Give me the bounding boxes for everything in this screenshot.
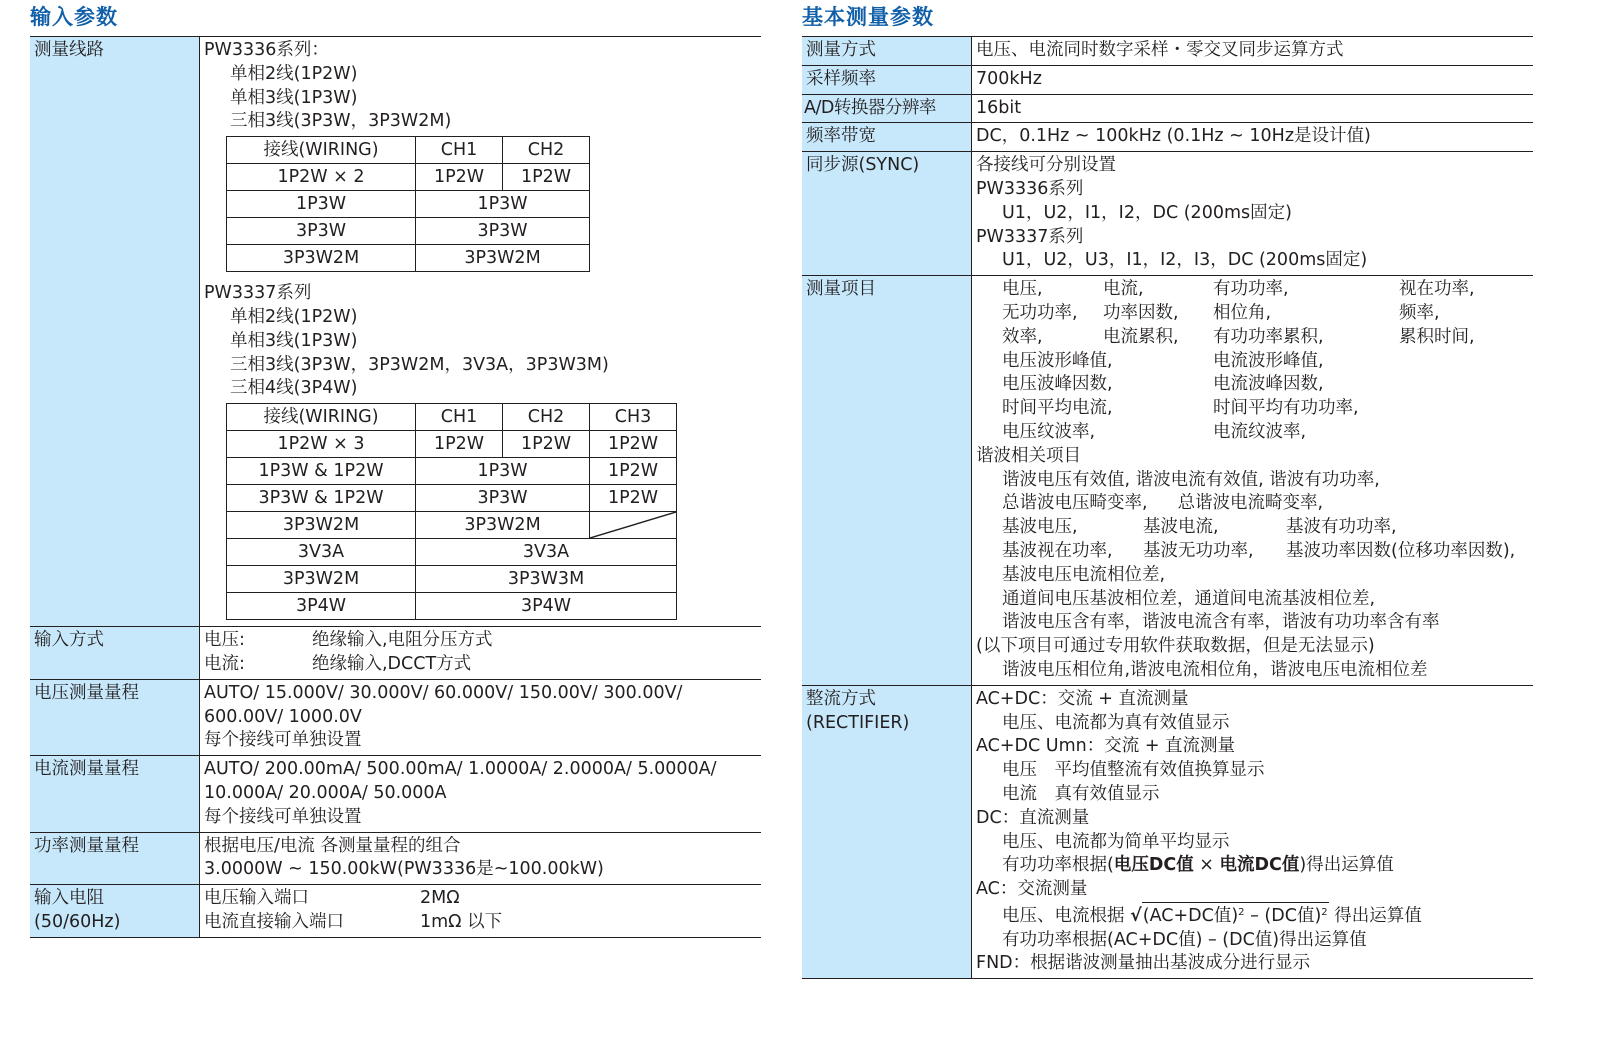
rms-formula: 电压、电流根据 √(AC+DC值)$^2$ – (DC值)$^2$ 得出运算值	[976, 902, 1529, 929]
table-row: 1P3W 1P3W	[227, 191, 590, 218]
diagonal-line-icon	[590, 512, 676, 538]
table-row: 3P3W 3P3W	[227, 218, 590, 245]
spec-row-sampling: 采样频率 700kHz	[802, 65, 1533, 94]
row-label: 测量项目	[802, 276, 972, 686]
table-row: 3P4W 3P4W	[227, 593, 677, 620]
spec-row-input-method: 输入方式 电压: 绝缘输入,电阻分压方式 电流: 绝缘输入,DCCT方式	[30, 627, 761, 680]
input-parameters-section	[30, 0, 761, 938]
spec-row-measurement-items: 测量项目 电压, 电流, 有功功率, 视在功率, 无功功率, 功率因数, 相位角, 频率, 效率, 电流累积, 有功功率累积, 累积时间, 电压波形峰值, 电流波形峰值, 电压波峰因数, 电流波峰因数, 时间平均电流, 时间平均有功功率, 电压纹波率, 电流纹波率, 谐波相关项目 谐波电压有效值, 谐波电流有效值, 谐波有功功率, 总谐波电压畸变率, 总谐波电流畸变率, 基波电压, 基波电流, 基波有功功率, 基波视在功率, 基波无功功率, 基波功率因数(位移功率因数), 基波电压电流相位差, 通道间电压基波相位差，通道间电流基波相位差, 谐波电压含有率，谐波电流含有率，谐波有功功率含有率 (以下项目可通过专用软件获取数据，但是无法显示) 谐波电压相位角,谐波电流相位角，谐波电压电流相位差	[802, 276, 1533, 686]
row-label: A/D转换器分辨率	[802, 94, 972, 123]
table-header-row: 接线(WIRING) CH1 CH2 CH3	[227, 404, 677, 431]
table-row: 3P3W & 1P2W 3P3W 1P2W	[227, 485, 677, 512]
items-grid: 电压, 电流, 有功功率, 视在功率, 无功功率, 功率因数, 相位角, 频率, 效率, 电流累积, 有功功率累积, 累积时间,	[1002, 279, 1475, 347]
row-label: 输入方式	[30, 627, 200, 680]
spec-row-sync: 同步源(SYNC) 各接线可分别设置 PW3336系列 U1，U2，I1，I2，DC (200ms固定) PW3337系列 U1，U2，U3，I1，I2，I3，DC (200ms固定)	[802, 152, 1533, 276]
spec-row-circuit: 测量线路 PW3336系列： 单相2线(1P2W) 单相3线(1P3W) 三相3线(3P3W，3P3W2M) 接线(WIRING) CH1 CH2 1P2W × 2 1P2W 1P2W 1P3W 1P3W 3P3W 3P3W 3P3W2M 3P3W2M PW3337系列 单相2线(1P2W) 单相3线(1P3W) 三相3线(3P3W，3P3W2M，3V3A，3P3W3M) 三相4线(3P4W) 接线(WIRING) CH1 CH2 CH3 1P2W × 3 1P2W 1P2W 1P2W 1P3W & 1P2W 1P3W 1P2W 3P3W & 1P2W 3P3W 1P2W 3P3W2M 3P3W2M 3V3A 3V3A 3P3W2M 3P3W3M 3P4W 3P4W	[30, 37, 761, 627]
section-title: 基本测量参数	[802, 5, 934, 29]
wiring-table-pw3337	[226, 403, 677, 620]
series-heading: PW3336系列：	[204, 40, 329, 60]
spec-row-rectifier: 整流方式 (RECTIFIER) AC+DC：交流 + 直流测量 电压、电流都为真有效值显示 AC+DC Umn：交流 + 直流测量 电压 平均值整流有效值换算显示 电流 真有效值显示 DC：直流测量 电压、电流都为简单平均显示 有功功率根据(电压DC值 × 电流DC值)得出运算值 AC：交流测量 电压、电流根据 √(AC+DC值)$^2$ – (DC值)$^2$ 得出运算值 有功功率根据(AC+DC值) – (DC值)得出运算值 FND：根据谐波测量抽出基波成分进行显示	[802, 685, 1533, 979]
row-label: 电流测量量程	[30, 756, 200, 832]
basic-measurement-parameters-section	[802, 0, 1533, 979]
table-row: 3V3A 3V3A	[227, 539, 677, 566]
table-row: 1P2W × 3 1P2W 1P2W 1P2W	[227, 431, 677, 458]
row-label: 输入电阻 (50/60Hz)	[30, 885, 200, 938]
row-label: 采样频率	[802, 65, 972, 94]
harmonic-grid: 基波电压, 基波电流, 基波有功功率, 基波视在功率, 基波无功功率, 基波功率因数(位移功率因数),	[1002, 517, 1516, 561]
row-label: 测量线路	[30, 37, 200, 627]
spec-row-input-resistance: 输入电阻 (50/60Hz) 电压输入端口 2MΩ 电流直接输入端口 1mΩ 以下	[30, 885, 761, 938]
table-row: 1P2W × 2 1P2W 1P2W	[227, 164, 590, 191]
spec-row-voltage-range: 电压测量量程 AUTO/ 15.000V/ 30.000V/ 60.000V/ 150.00V/ 300.00V/ 600.00V/ 1000.0V 每个接线可单独设置	[30, 679, 761, 755]
row-label: 功率测量量程	[30, 832, 200, 885]
row-label: 同步源(SYNC)	[802, 152, 972, 276]
spec-row-method: 测量方式 电压、电流同时数字采样・零交叉同步运算方式	[802, 37, 1533, 66]
table-header-row: 接线(WIRING) CH1 CH2	[227, 137, 590, 164]
spec-row-bandwidth: 频率带宽 DC，0.1Hz ~ 100kHz (0.1Hz ~ 10Hz是设计值)	[802, 123, 1533, 152]
items-grid: 电压波形峰值, 电流波形峰值, 电压波峰因数, 电流波峰因数, 时间平均电流, 时间平均有功功率, 电压纹波率, 电流纹波率,	[1002, 350, 1359, 442]
row-label: 频率带宽	[802, 123, 972, 152]
harmonic-heading: 谐波相关项目	[976, 445, 1081, 466]
table-row: 3P3W2M 3P3W2M	[227, 245, 590, 272]
row-label: 电压测量量程	[30, 679, 200, 755]
basic-measurement-table	[802, 36, 1533, 979]
row-label: 测量方式	[802, 37, 972, 66]
wiring-table-pw3336	[226, 136, 590, 272]
table-row: 1P3W & 1P2W 1P3W 1P2W	[227, 458, 677, 485]
table-row: 3P3W2M 3P3W2M	[227, 512, 677, 539]
section-title: 输入参数	[30, 5, 118, 29]
series-heading: PW3337系列	[204, 283, 312, 304]
spec-row-adc: A/D转换器分辨率 16bit	[802, 94, 1533, 123]
not-applicable-diagonal-cell	[590, 512, 677, 539]
row-label: 整流方式 (RECTIFIER)	[802, 685, 972, 979]
spec-row-current-range: 电流测量量程 AUTO/ 200.00mA/ 500.00mA/ 1.0000A/ 2.0000A/ 5.0000A/ 10.000A/ 20.000A/ 50.000A 每个接线可单独设置	[30, 756, 761, 832]
spec-row-power-range: 功率测量量程 根据电压/电流 各测量量程的组合 3.0000W ~ 150.00kW(PW3336是~100.00kW)	[30, 832, 761, 885]
table-row: 3P3W2M 3P3W3M	[227, 566, 677, 593]
sqrt-icon: √	[1130, 905, 1142, 926]
software-note: (以下项目可通过专用软件获取数据，但是无法显示)	[976, 636, 1375, 657]
input-parameters-table	[30, 36, 761, 938]
